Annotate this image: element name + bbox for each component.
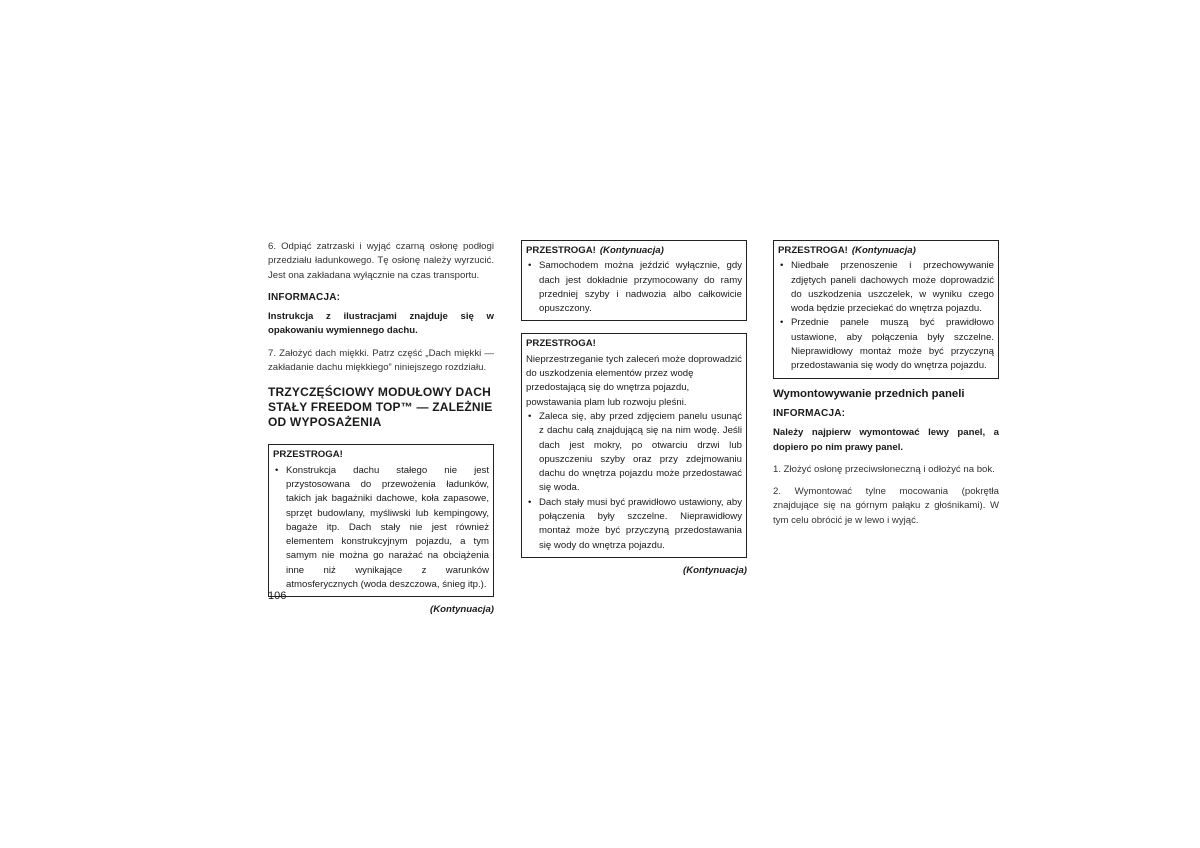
warning-list (526, 410, 742, 553)
warning-item: • Niedbałe przenoszenie i przechowywanie zdjętych paneli dachowych może doprowadzić do uszkodzenia uszczelek, w wyniku czego woda będzie przeciekać do wnętrza pojazdu. (778, 259, 994, 316)
column-2 (521, 240, 747, 578)
warning-item: • Zaleca się, aby przed zdjęciem panelu usunąć z dachu całą znajdującą się na nim wodę. Jeśli dach jest mokry, po otwarciu drzwi lub opuszczeniu szyby oraz przy zdejmowaniu dachu do wnętrza pojazdu może przedostawać się woda. (526, 410, 742, 496)
warning-title-text: PRZESTROGA! (526, 338, 596, 350)
warning-title-text: PRZESTROGA! (273, 449, 343, 461)
page-number: 106 (268, 590, 287, 602)
step-2-text: 2. Wymontować tylne mocowania (pokrętła znajdujące się na górnym pałąku z głośnikami). W tym celu obrócić je w lewo i wyjąć. (773, 486, 999, 526)
warning-item: • Przednie panele muszą być prawidłowo ustawione, aby połączenia były szczelne. Nieprawidłowy montaż może być przyczyną przedostawania się wody do wnętrza pojazdu. (778, 316, 994, 373)
warning-item: • Dach stały musi być prawidłowo ustawiony, aby połączenia były szczelne. Nieprawidłowy montaż może być przyczyną przedostawania się wody do wnętrza pojazdu. (526, 496, 742, 553)
info-label: INFORMACJA: (268, 291, 341, 303)
warning-list (273, 464, 489, 593)
step-1-text: 1. Złożyć osłonę przeciwsłoneczną i odłożyć na bok. (773, 463, 995, 475)
subsection-title: Wymontowywanie przednich paneli (773, 387, 965, 400)
warning-list (778, 259, 994, 373)
warning-box (521, 333, 747, 557)
warning-title (273, 448, 489, 462)
warning-title-text: PRZESTROGA! (526, 245, 596, 256)
warning-continued: (Kontynuacja) (599, 245, 664, 256)
warning-list (526, 259, 742, 316)
warning-item: • Samochodem można jeździć wyłącznie, gdy dach jest dokładnie przymocowany do ramy przedniej szyby i nadwozia albo całkowicie opuszczony. (526, 259, 742, 316)
warning-title (526, 337, 742, 351)
warning-continued: (Kontynuacja) (851, 245, 916, 256)
step-7-text: 7. Założyć dach miękki. Patrz część „Dach miękki — zakładanie dachu miękkiego” niniejszego rozdziału. (268, 347, 494, 374)
column-3 (773, 240, 999, 536)
warning-box (268, 444, 494, 597)
continued-label: (Kontynuacja) (683, 564, 747, 576)
warning-item: • Konstrukcja dachu stałego nie jest przystosowana do przewożenia ładunków, takich jak bagażniki dachowe, koła zapasowe, sprzęt budowlany, myśliwski lub kempingowy, bagaże itp. Dach stały nie jest również elementem konstrukcyjnym pojazdu, a tym samym nie można go narażać na obciążenia inne niż wynikające z warunków atmosferycznych (woda deszczowa, śnieg itp.). (273, 464, 489, 593)
info-label: INFORMACJA: (773, 407, 846, 419)
continued-label: (Kontynuacja) (430, 604, 494, 616)
info-text: Należy najpierw wymontować lewy panel, a dopiero po nim prawy panel. (773, 427, 999, 453)
section-title: TRZYCZĘŚCIOWY MODUŁOWY DACH STAŁY FREEDOM TOP™ — ZALEŻNIE OD WYPOSAŻENIA (268, 385, 493, 430)
warning-title (526, 244, 742, 258)
step-6-text: 6. Odpiąć zatrzaski i wyjąć czarną osłonę podłogi przedziału ładunkowego. Tę osłonę należy wyrzucić. Jest ona zakładana wyłącznie na czas transportu. (268, 241, 494, 281)
warning-box (773, 240, 999, 379)
warning-title-text: PRZESTROGA! (778, 245, 848, 256)
column-1 (268, 240, 494, 618)
warning-box (521, 240, 747, 321)
warning-intro: Nieprzestrzeganie tych zaleceń może doprowadzić do uszkodzenia elementów przez wodę przedostającą się do wnętrza pojazdu, powstawania plam lub rozwoju pleśni. (526, 353, 742, 408)
info-text: Instrukcja z ilustracjami znajduje się w opakowaniu wymiennego dachu. (268, 311, 494, 337)
warning-title (778, 244, 994, 258)
